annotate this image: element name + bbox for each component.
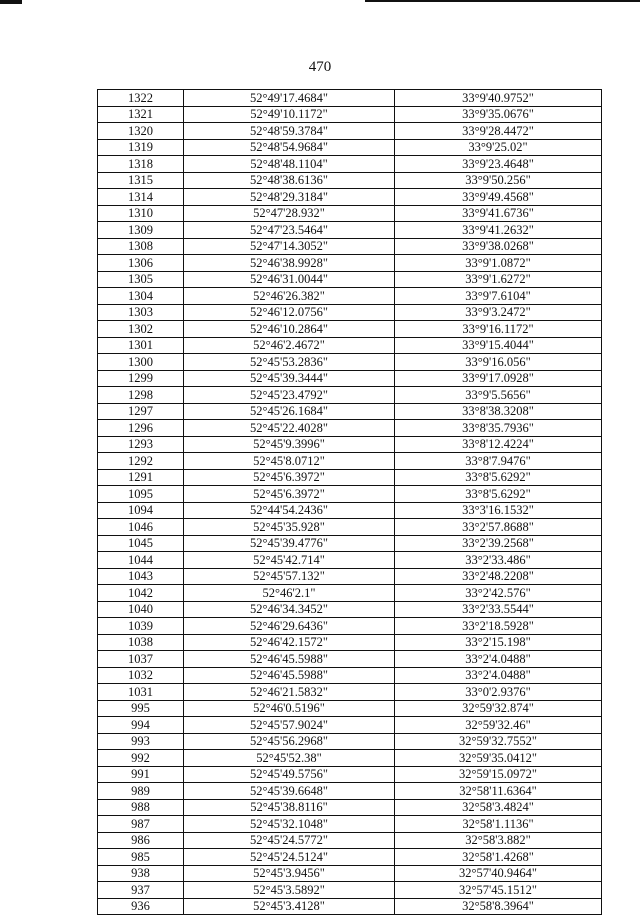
point-number-cell: 1298 (98, 387, 184, 404)
point-number-cell: 1306 (98, 255, 184, 272)
table-row (98, 568, 602, 585)
table-row (98, 486, 602, 503)
page-number: 470 (308, 59, 332, 75)
point-number-cell: 1300 (98, 354, 184, 371)
latitude-cell: 52°45'56.2968" (184, 733, 395, 750)
table-row (98, 321, 602, 338)
longitude-cell: 33°8'5.6292" (395, 469, 602, 486)
table-row (98, 882, 602, 899)
point-number-cell: 1314 (98, 189, 184, 206)
table-row (98, 898, 602, 915)
latitude-cell: 52°47'23.5464" (184, 222, 395, 239)
latitude-cell: 52°45'22.4028" (184, 420, 395, 437)
table-row (98, 255, 602, 272)
latitude-cell: 52°46'42.1572" (184, 634, 395, 651)
point-number-cell: 1321 (98, 106, 184, 123)
table-row (98, 783, 602, 800)
longitude-cell: 33°9'49.4568" (395, 189, 602, 206)
latitude-cell: 52°45'8.0712" (184, 453, 395, 470)
longitude-cell: 33°9'15.4044" (395, 337, 602, 354)
table-row (98, 618, 602, 635)
table-row (98, 354, 602, 371)
table-row (98, 601, 602, 618)
latitude-cell: 52°45'3.5892" (184, 882, 395, 899)
longitude-cell: 33°9'41.2632" (395, 222, 602, 239)
latitude-cell: 52°46'2.1" (184, 585, 395, 602)
longitude-cell: 33°9'23.4648" (395, 156, 602, 173)
point-number-cell: 1297 (98, 403, 184, 420)
longitude-cell: 33°9'40.9752" (395, 90, 602, 107)
longitude-cell: 33°9'3.2472" (395, 304, 602, 321)
table-row (98, 585, 602, 602)
longitude-cell: 32°59'32.7552" (395, 733, 602, 750)
latitude-cell: 52°45'24.5772" (184, 832, 395, 849)
latitude-cell: 52°47'28.932" (184, 205, 395, 222)
point-number-cell: 985 (98, 849, 184, 866)
table-row (98, 123, 602, 140)
latitude-cell: 52°45'32.1048" (184, 816, 395, 833)
longitude-cell: 33°2'4.0488" (395, 651, 602, 668)
longitude-cell: 32°59'32.46" (395, 717, 602, 734)
longitude-cell: 32°57'40.9464" (395, 865, 602, 882)
latitude-cell: 52°48'29.3184" (184, 189, 395, 206)
point-number-cell: 1094 (98, 502, 184, 519)
table-row (98, 337, 602, 354)
point-number-cell: 938 (98, 865, 184, 882)
point-number-cell: 1309 (98, 222, 184, 239)
point-number-cell: 1044 (98, 552, 184, 569)
longitude-cell: 33°9'35.0676" (395, 106, 602, 123)
point-number-cell: 1292 (98, 453, 184, 470)
table-row (98, 271, 602, 288)
point-number-cell: 1322 (98, 90, 184, 107)
longitude-cell: 33°2'39.2568" (395, 535, 602, 552)
longitude-cell: 32°58'8.3964" (395, 898, 602, 915)
table-row (98, 552, 602, 569)
table-row (98, 519, 602, 536)
table-row (98, 717, 602, 734)
table-row (98, 799, 602, 816)
longitude-cell: 33°9'7.6104" (395, 288, 602, 305)
latitude-cell: 52°46'0.5196" (184, 700, 395, 717)
point-number-cell: 1302 (98, 321, 184, 338)
longitude-cell: 32°57'45.1512" (395, 882, 602, 899)
latitude-cell: 52°47'14.3052" (184, 238, 395, 255)
table-row (98, 403, 602, 420)
latitude-cell: 52°48'38.6136" (184, 172, 395, 189)
table-row (98, 453, 602, 470)
point-number-cell: 1305 (98, 271, 184, 288)
longitude-cell: 33°2'48.2208" (395, 568, 602, 585)
point-number-cell: 1039 (98, 618, 184, 635)
point-number-cell: 1045 (98, 535, 184, 552)
longitude-cell: 33°2'33.486" (395, 552, 602, 569)
point-number-cell: 1299 (98, 370, 184, 387)
latitude-cell: 52°49'10.1172" (184, 106, 395, 123)
latitude-cell: 52°48'59.3784" (184, 123, 395, 140)
table-row (98, 238, 602, 255)
longitude-cell: 33°2'42.576" (395, 585, 602, 602)
latitude-cell: 52°45'3.4128" (184, 898, 395, 915)
longitude-cell: 33°9'25.02" (395, 139, 602, 156)
latitude-cell: 52°45'9.3996" (184, 436, 395, 453)
table-row (98, 420, 602, 437)
table-row (98, 651, 602, 668)
latitude-cell: 52°45'39.4776" (184, 535, 395, 552)
latitude-cell: 52°45'35.928" (184, 519, 395, 536)
longitude-cell: 32°58'3.4824" (395, 799, 602, 816)
point-number-cell: 1303 (98, 304, 184, 321)
longitude-cell: 33°2'15.198" (395, 634, 602, 651)
longitude-cell: 32°58'1.1136" (395, 816, 602, 833)
table-row (98, 370, 602, 387)
latitude-cell: 52°45'39.6648" (184, 783, 395, 800)
table-row (98, 750, 602, 767)
table-row (98, 436, 602, 453)
longitude-cell: 33°2'4.0488" (395, 667, 602, 684)
coordinates-table-body (98, 90, 602, 915)
point-number-cell: 992 (98, 750, 184, 767)
longitude-cell: 33°9'38.0268" (395, 238, 602, 255)
latitude-cell: 52°46'34.3452" (184, 601, 395, 618)
point-number-cell: 987 (98, 816, 184, 833)
point-number-cell: 995 (98, 700, 184, 717)
table-row (98, 502, 602, 519)
table-row (98, 634, 602, 651)
point-number-cell: 936 (98, 898, 184, 915)
point-number-cell: 1046 (98, 519, 184, 536)
longitude-cell: 33°9'28.4472" (395, 123, 602, 140)
longitude-cell: 33°3'16.1532" (395, 502, 602, 519)
latitude-cell: 52°46'26.382" (184, 288, 395, 305)
longitude-cell: 32°59'32.874" (395, 700, 602, 717)
point-number-cell: 1319 (98, 139, 184, 156)
longitude-cell: 33°2'33.5544" (395, 601, 602, 618)
table-row (98, 667, 602, 684)
top-rule-right (365, 0, 640, 2)
longitude-cell: 32°59'35.0412" (395, 750, 602, 767)
latitude-cell: 52°45'24.5124" (184, 849, 395, 866)
longitude-cell: 33°9'1.6272" (395, 271, 602, 288)
longitude-cell: 33°9'41.6736" (395, 205, 602, 222)
table-row (98, 189, 602, 206)
point-number-cell: 989 (98, 783, 184, 800)
table-row (98, 700, 602, 717)
point-number-cell: 1308 (98, 238, 184, 255)
latitude-cell: 52°45'3.9456" (184, 865, 395, 882)
latitude-cell: 52°45'53.2836" (184, 354, 395, 371)
latitude-cell: 52°46'45.5988" (184, 651, 395, 668)
latitude-cell: 52°46'10.2864" (184, 321, 395, 338)
latitude-cell: 52°49'17.4684" (184, 90, 395, 107)
latitude-cell: 52°45'23.4792" (184, 387, 395, 404)
point-number-cell: 1095 (98, 486, 184, 503)
longitude-cell: 33°8'35.7936" (395, 420, 602, 437)
point-number-cell: 1043 (98, 568, 184, 585)
latitude-cell: 52°48'54.9684" (184, 139, 395, 156)
table-row (98, 766, 602, 783)
table-row (98, 816, 602, 833)
longitude-cell: 32°58'11.6364" (395, 783, 602, 800)
latitude-cell: 52°48'48.1104" (184, 156, 395, 173)
table-row (98, 172, 602, 189)
latitude-cell: 52°44'54.2436" (184, 502, 395, 519)
latitude-cell: 52°46'12.0756" (184, 304, 395, 321)
latitude-cell: 52°46'2.4672" (184, 337, 395, 354)
table-row (98, 139, 602, 156)
longitude-cell: 33°0'2.9376" (395, 684, 602, 701)
table-row (98, 733, 602, 750)
point-number-cell: 1037 (98, 651, 184, 668)
table-row (98, 865, 602, 882)
point-number-cell: 994 (98, 717, 184, 734)
latitude-cell: 52°45'52.38" (184, 750, 395, 767)
latitude-cell: 52°45'6.3972" (184, 486, 395, 503)
table-row (98, 156, 602, 173)
point-number-cell: 1032 (98, 667, 184, 684)
point-number-cell: 1042 (98, 585, 184, 602)
latitude-cell: 52°45'57.132" (184, 568, 395, 585)
latitude-cell: 52°46'31.0044" (184, 271, 395, 288)
longitude-cell: 33°9'50.256" (395, 172, 602, 189)
point-number-cell: 1310 (98, 205, 184, 222)
point-number-cell: 1040 (98, 601, 184, 618)
latitude-cell: 52°45'57.9024" (184, 717, 395, 734)
longitude-cell: 33°2'18.5928" (395, 618, 602, 635)
longitude-cell: 33°9'16.056" (395, 354, 602, 371)
point-number-cell: 986 (98, 832, 184, 849)
latitude-cell: 52°45'6.3972" (184, 469, 395, 486)
table-row (98, 684, 602, 701)
table-row (98, 535, 602, 552)
point-number-cell: 1318 (98, 156, 184, 173)
longitude-cell: 33°8'12.4224" (395, 436, 602, 453)
longitude-cell: 33°9'5.5656" (395, 387, 602, 404)
latitude-cell: 52°45'42.714" (184, 552, 395, 569)
longitude-cell: 33°8'7.9476" (395, 453, 602, 470)
longitude-cell: 33°8'5.6292" (395, 486, 602, 503)
point-number-cell: 1304 (98, 288, 184, 305)
table-row (98, 469, 602, 486)
point-number-cell: 1320 (98, 123, 184, 140)
point-number-cell: 1038 (98, 634, 184, 651)
longitude-cell: 33°9'1.0872" (395, 255, 602, 272)
latitude-cell: 52°45'38.8116" (184, 799, 395, 816)
point-number-cell: 988 (98, 799, 184, 816)
point-number-cell: 991 (98, 766, 184, 783)
point-number-cell: 937 (98, 882, 184, 899)
latitude-cell: 52°46'21.5832" (184, 684, 395, 701)
latitude-cell: 52°46'45.5988" (184, 667, 395, 684)
table-row (98, 205, 602, 222)
point-number-cell: 1315 (98, 172, 184, 189)
table-row (98, 106, 602, 123)
point-number-cell: 1031 (98, 684, 184, 701)
top-rule-left (0, 0, 22, 4)
table-row (98, 849, 602, 866)
table-row (98, 304, 602, 321)
latitude-cell: 52°45'49.5756" (184, 766, 395, 783)
latitude-cell: 52°46'29.6436" (184, 618, 395, 635)
point-number-cell: 1291 (98, 469, 184, 486)
table-row (98, 387, 602, 404)
table-row (98, 832, 602, 849)
longitude-cell: 32°58'1.4268" (395, 849, 602, 866)
longitude-cell: 32°58'3.882" (395, 832, 602, 849)
coordinates-table (97, 89, 602, 915)
latitude-cell: 52°45'26.1684" (184, 403, 395, 420)
point-number-cell: 1296 (98, 420, 184, 437)
longitude-cell: 32°59'15.0972" (395, 766, 602, 783)
point-number-cell: 1293 (98, 436, 184, 453)
longitude-cell: 33°2'57.8688" (395, 519, 602, 536)
table-row (98, 288, 602, 305)
latitude-cell: 52°45'39.3444" (184, 370, 395, 387)
point-number-cell: 993 (98, 733, 184, 750)
point-number-cell: 1301 (98, 337, 184, 354)
longitude-cell: 33°9'17.0928" (395, 370, 602, 387)
longitude-cell: 33°9'16.1172" (395, 321, 602, 338)
longitude-cell: 33°8'38.3208" (395, 403, 602, 420)
table-row (98, 90, 602, 107)
table-row (98, 222, 602, 239)
latitude-cell: 52°46'38.9928" (184, 255, 395, 272)
